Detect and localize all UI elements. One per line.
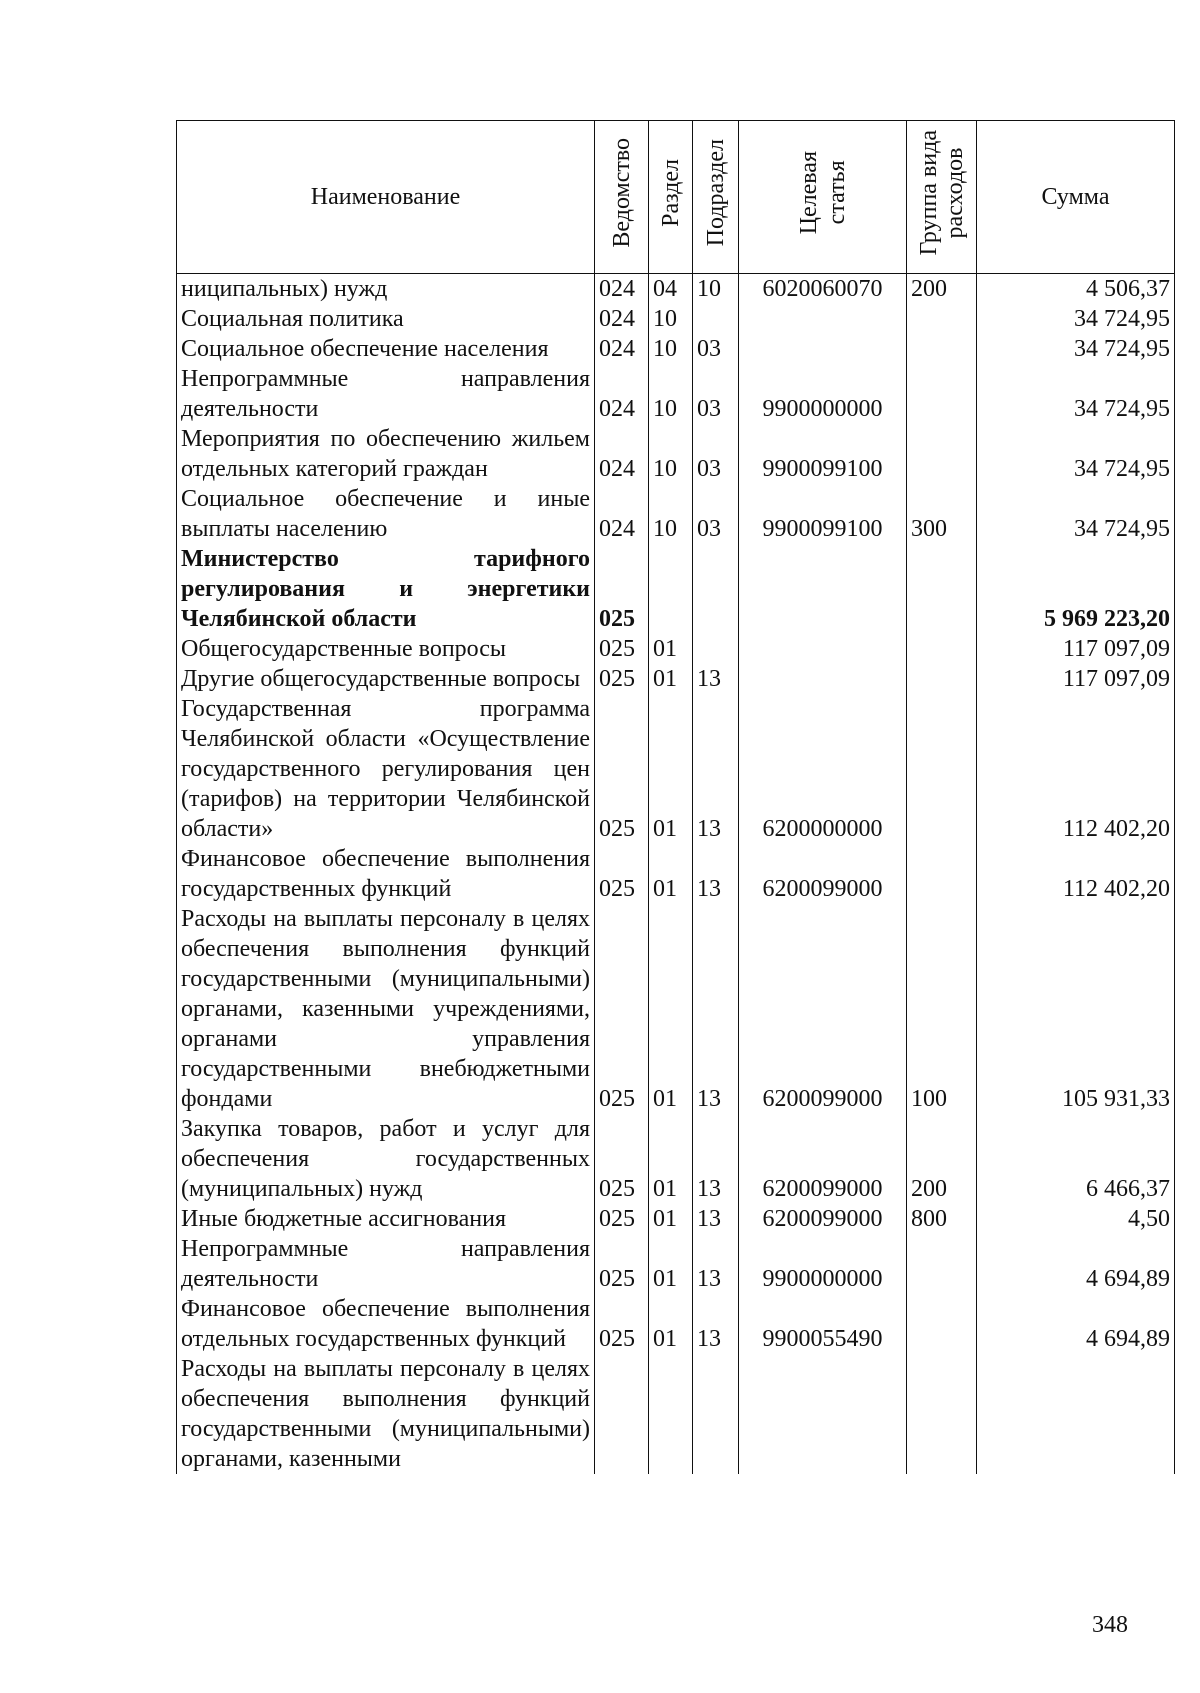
cell-celevaya-statya: 9900000000 [739, 1234, 907, 1294]
cell-summa: 112 402,20 [977, 694, 1175, 844]
table-row [177, 844, 1175, 904]
cell-summa: 6 466,37 [977, 1114, 1175, 1204]
cell-razdel: 10 [649, 424, 693, 484]
cell-vedomstvo: 024 [595, 424, 649, 484]
cell-razdel: 01 [649, 664, 693, 694]
cell-razdel: 10 [649, 364, 693, 424]
cell-summa: 117 097,09 [977, 634, 1175, 664]
cell-podrazdel: 13 [693, 1204, 739, 1234]
cell-summa [977, 1354, 1175, 1474]
cell-celevaya-statya: 6200099000 [739, 1114, 907, 1204]
cell-summa: 117 097,09 [977, 664, 1175, 694]
cell-razdel: 01 [649, 904, 693, 1114]
cell-gruppa: 300 [907, 484, 977, 544]
cell-name: Социальное обеспечение населения [177, 334, 595, 364]
cell-podrazdel: 13 [693, 1234, 739, 1294]
cell-razdel: 10 [649, 334, 693, 364]
page-number: 348 [1092, 1612, 1128, 1638]
cell-podrazdel: 03 [693, 424, 739, 484]
cell-gruppa [907, 1234, 977, 1294]
cell-name: Министерство тарифного регулирования и энергетики Челябинской области [177, 544, 595, 634]
header-celevaya-statya: Целевая статья [739, 121, 907, 274]
cell-celevaya-statya: 6200000000 [739, 694, 907, 844]
cell-celevaya-statya [739, 664, 907, 694]
cell-razdel: 01 [649, 634, 693, 664]
cell-vedomstvo: 025 [595, 1294, 649, 1354]
cell-name: ниципальных) нужд [177, 274, 595, 305]
cell-celevaya-statya [739, 634, 907, 664]
cell-vedomstvo: 024 [595, 484, 649, 544]
cell-summa: 112 402,20 [977, 844, 1175, 904]
cell-celevaya-statya: 9900099100 [739, 484, 907, 544]
cell-vedomstvo: 024 [595, 274, 649, 305]
table-row [177, 364, 1175, 424]
cell-summa: 4 694,89 [977, 1294, 1175, 1354]
cell-vedomstvo: 025 [595, 694, 649, 844]
cell-name: Непрограммные направления деятельности [177, 1234, 595, 1294]
table-row [177, 1294, 1175, 1354]
cell-gruppa: 800 [907, 1204, 977, 1234]
cell-razdel: 01 [649, 1204, 693, 1234]
cell-summa: 4 694,89 [977, 1234, 1175, 1294]
cell-name: Расходы на выплаты персоналу в целях обеспечения выполнения функций государственными (муниципальными) органами, казенными учреждениями, органами управления государственными внебюджетными фондами [177, 904, 595, 1114]
table-row [177, 304, 1175, 334]
cell-gruppa [907, 424, 977, 484]
cell-podrazdel [693, 634, 739, 664]
budget-table [176, 120, 1175, 1474]
cell-vedomstvo: 025 [595, 544, 649, 634]
cell-razdel: 01 [649, 1234, 693, 1294]
cell-podrazdel: 13 [693, 904, 739, 1114]
header-vedomstvo: Ведомство [595, 121, 649, 274]
cell-name: Государственная программа Челябинской области «Осуществление государственного регулирования цен (тарифов) на территории Челябинской области» [177, 694, 595, 844]
cell-summa: 34 724,95 [977, 364, 1175, 424]
cell-name: Закупка товаров, работ и услуг для обеспечения государственных (муниципальных) нужд [177, 1114, 595, 1204]
cell-summa: 105 931,33 [977, 904, 1175, 1114]
cell-gruppa [907, 334, 977, 364]
cell-gruppa: 200 [907, 1114, 977, 1204]
cell-razdel: 01 [649, 1294, 693, 1354]
table-row [177, 334, 1175, 364]
cell-vedomstvo: 025 [595, 1204, 649, 1234]
table-row [177, 484, 1175, 544]
cell-vedomstvo: 025 [595, 664, 649, 694]
cell-gruppa [907, 544, 977, 634]
cell-podrazdel [693, 1354, 739, 1474]
cell-gruppa [907, 364, 977, 424]
cell-name: Мероприятия по обеспечению жильем отдельных категорий граждан [177, 424, 595, 484]
cell-celevaya-statya [739, 1354, 907, 1474]
cell-vedomstvo: 025 [595, 904, 649, 1114]
cell-summa: 34 724,95 [977, 424, 1175, 484]
cell-celevaya-statya [739, 334, 907, 364]
table-row [177, 1114, 1175, 1204]
cell-gruppa [907, 1294, 977, 1354]
table-row [177, 694, 1175, 844]
cell-podrazdel: 13 [693, 1114, 739, 1204]
cell-vedomstvo: 024 [595, 304, 649, 334]
cell-celevaya-statya: 6200099000 [739, 1204, 907, 1234]
cell-vedomstvo: 025 [595, 634, 649, 664]
cell-name: Непрограммные направления деятельности [177, 364, 595, 424]
cell-name: Финансовое обеспечение выполнения государственных функций [177, 844, 595, 904]
cell-razdel: 10 [649, 304, 693, 334]
table-body [177, 274, 1175, 1475]
cell-vedomstvo: 025 [595, 844, 649, 904]
cell-podrazdel [693, 544, 739, 634]
cell-gruppa [907, 694, 977, 844]
table-row [177, 274, 1175, 305]
cell-razdel: 10 [649, 484, 693, 544]
table-row [177, 1354, 1175, 1474]
cell-gruppa [907, 634, 977, 664]
cell-celevaya-statya: 9900000000 [739, 364, 907, 424]
cell-vedomstvo: 024 [595, 364, 649, 424]
cell-name: Социальная политика [177, 304, 595, 334]
table-row [177, 424, 1175, 484]
cell-celevaya-statya: 6200099000 [739, 904, 907, 1114]
table-row [177, 664, 1175, 694]
cell-podrazdel: 13 [693, 1294, 739, 1354]
cell-name: Иные бюджетные ассигнования [177, 1204, 595, 1234]
cell-summa: 5 969 223,20 [977, 544, 1175, 634]
cell-name: Финансовое обеспечение выполнения отдельных государственных функций [177, 1294, 595, 1354]
cell-summa: 34 724,95 [977, 484, 1175, 544]
cell-name: Другие общегосударственные вопросы [177, 664, 595, 694]
cell-podrazdel: 13 [693, 664, 739, 694]
header-name: Наименование [177, 121, 595, 274]
cell-gruppa [907, 1354, 977, 1474]
cell-razdel: 01 [649, 844, 693, 904]
cell-podrazdel: 13 [693, 694, 739, 844]
cell-gruppa: 100 [907, 904, 977, 1114]
cell-gruppa: 200 [907, 274, 977, 305]
cell-vedomstvo: 025 [595, 1234, 649, 1294]
header-razdel: Раздел [649, 121, 693, 274]
cell-celevaya-statya: 9900055490 [739, 1294, 907, 1354]
cell-name: Общегосударственные вопросы [177, 634, 595, 664]
cell-name: Социальное обеспечение и иные выплаты населению [177, 484, 595, 544]
cell-celevaya-statya: 6200099000 [739, 844, 907, 904]
cell-podrazdel: 03 [693, 484, 739, 544]
cell-summa: 4,50 [977, 1204, 1175, 1234]
table-row [177, 544, 1175, 634]
cell-razdel [649, 1354, 693, 1474]
cell-vedomstvo: 024 [595, 334, 649, 364]
cell-razdel: 01 [649, 694, 693, 844]
cell-celevaya-statya [739, 544, 907, 634]
cell-podrazdel [693, 304, 739, 334]
table-row [177, 634, 1175, 664]
cell-vedomstvo [595, 1354, 649, 1474]
cell-podrazdel: 10 [693, 274, 739, 305]
table-row [177, 904, 1175, 1114]
cell-summa: 34 724,95 [977, 304, 1175, 334]
cell-razdel: 04 [649, 274, 693, 305]
cell-celevaya-statya: 9900099100 [739, 424, 907, 484]
cell-name: Расходы на выплаты персоналу в целях обеспечения выполнения функций государственными (муниципальными) органами, казенными [177, 1354, 595, 1474]
cell-summa: 34 724,95 [977, 334, 1175, 364]
cell-celevaya-statya: 6020060070 [739, 274, 907, 305]
header-summa: Сумма [977, 121, 1175, 274]
cell-summa: 4 506,37 [977, 274, 1175, 305]
header-gruppa-vida-raskhodov: Группа вида расходов [907, 121, 977, 274]
cell-vedomstvo: 025 [595, 1114, 649, 1204]
header-podrazdel: Подраздел [693, 121, 739, 274]
cell-gruppa [907, 844, 977, 904]
table-row [177, 1234, 1175, 1294]
table-header [177, 121, 1175, 274]
cell-podrazdel: 03 [693, 364, 739, 424]
cell-celevaya-statya [739, 304, 907, 334]
cell-razdel: 01 [649, 1114, 693, 1204]
cell-podrazdel: 03 [693, 334, 739, 364]
table-row [177, 1204, 1175, 1234]
cell-gruppa [907, 664, 977, 694]
cell-razdel [649, 544, 693, 634]
cell-podrazdel: 13 [693, 844, 739, 904]
cell-gruppa [907, 304, 977, 334]
